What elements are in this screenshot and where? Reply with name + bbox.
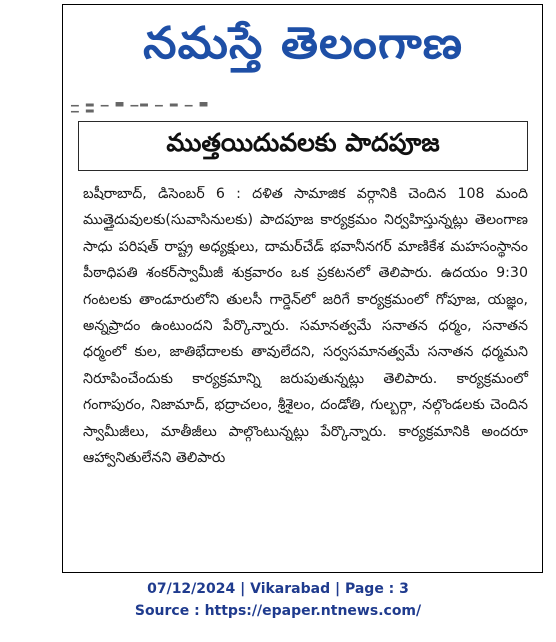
masthead-title: నమస్తే తెలంగాణ: [143, 18, 464, 69]
article-headline: ముత్తయిదువలకు పాదపూజ: [166, 128, 440, 157]
article-body: [83, 181, 528, 561]
newspaper-clipping: [62, 4, 543, 573]
source-line: Source : https://epaper.ntnews.com/: [134, 603, 422, 619]
date-edition-line: 07/12/2024 | Vikarabad | Page : 3: [147, 581, 409, 597]
newspaper-masthead: [76, 9, 531, 79]
article-body-text: బషీరాబాద్, డిసెంబర్ 6 : దళిత సామాజిక వర్గానికి చెందిన 108 మంది ముత్తైదువులకు(సువాసినులకు) పాదపూజ కార్యక్రమం నిర్వహిస్తున్నట్లు తెలంగాణ సాధు పరిషత్ రాష్ట్ర అధ్యక్షులు, దామర్‌చేడ్ భవానీనగర్ మాణికేశ మహసంస్థానం పీఠాధిపతి శంకర్‌స్వామీజీ శుక్రవారం ఒక ప్రకటనలో తెలిపారు. ఉదయం 9:30 గంటలకు తాండూరులోని తులసీ గార్డెన్‌లో జరిగే కార్యక్రమంలో గోపూజ, యజ్ఞం, అన్నప్రాదం ఉంటుందని పేర్కొన్నారు. సమానత్వమే సనాతన ధర్మం, సనాతన ధర్మంలో కుల, జాతిభేదాలకు తావులేదని, సర్వసమానత్వమే సనాతన ధర్మమని నిరూపించేందుకు కార్యక్రమాన్ని జరుపుతున్నట్లు తెలిపారు. కార్యక్రమంలో గంగాపురం, నిజామాద్, భద్రాచలం, శ్రీశైలం, దండోతి, గుల్బర్గా, నల్గొండలకు చెందిన స్వామీజీలు, మాతీజీలు పాల్గొంటున్నట్లు పేర్కొన్నారు. కార్యక్రమానికి అందరూ ఆహ్వానితులేనని తెలిపారు: [83, 186, 528, 467]
cropped-text-fragment: ▁ ▂ ▁ ▃ ▁▂ ▁ ▂ ▁ ▃ ▁ ▂: [71, 96, 210, 113]
headline-box: [78, 121, 528, 171]
